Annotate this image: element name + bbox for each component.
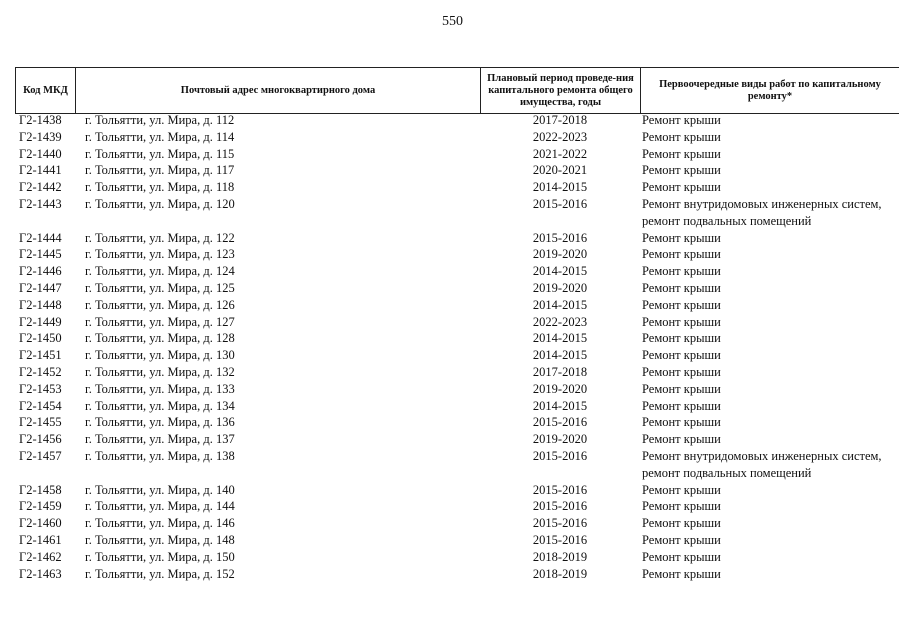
works-cell: Ремонт крыши: [642, 398, 721, 413]
code-cell: Г2-1457: [19, 448, 62, 463]
address-cell: г. Тольятти, ул. Мира, д. 133: [85, 381, 235, 396]
table-row: [15, 498, 898, 515]
address-cell: г. Тольятти, ул. Мира, д. 148: [85, 532, 235, 547]
address-cell: г. Тольятти, ул. Мира, д. 137: [85, 432, 235, 447]
table-row: [15, 532, 898, 549]
code-cell: Г2-1446: [19, 264, 62, 279]
table-row: [15, 398, 898, 415]
code-cell: Г2-1438: [19, 113, 62, 127]
header-works: Первоочередные виды работ по капитальному ремонту*: [659, 78, 881, 102]
table-row: [15, 364, 898, 381]
page-number: 550: [442, 14, 463, 29]
period-cell: 2022-2023: [532, 314, 588, 329]
period-cell: 2014-2015: [532, 331, 588, 346]
works-cell: Ремонт крыши: [642, 499, 721, 514]
period-cell: 2014-2015: [532, 180, 588, 195]
code-cell: Г2-1447: [19, 280, 62, 295]
works-cell: Ремонт крыши: [642, 113, 721, 127]
table-row: [15, 448, 898, 482]
table-row: [15, 314, 898, 331]
code-cell: Г2-1461: [19, 532, 62, 547]
header-address: Почтовый адрес многоквартирного дома: [76, 68, 481, 113]
works-cell: Ремонт внутридомовых инженерных систем, ремонт подвальных помещений: [642, 448, 882, 480]
works-cell: Ремонт крыши: [642, 364, 721, 379]
period-cell: 2015-2016: [532, 482, 588, 497]
address-cell: г. Тольятти, ул. Мира, д. 122: [85, 230, 235, 245]
period-cell: 2019-2020: [532, 280, 588, 295]
table-row: [15, 330, 898, 347]
table-row: [15, 162, 898, 179]
code-cell: Г2-1454: [19, 398, 62, 413]
period-cell: 2019-2020: [532, 247, 588, 262]
code-cell: Г2-1450: [19, 331, 62, 346]
table-row: [15, 112, 898, 129]
table-body: [15, 112, 898, 582]
address-cell: г. Тольятти, ул. Мира, д. 128: [85, 331, 235, 346]
works-cell: Ремонт крыши: [642, 280, 721, 295]
table-row: [15, 196, 898, 230]
address-cell: г. Тольятти, ул. Мира, д. 118: [85, 180, 235, 195]
code-cell: Г2-1458: [19, 482, 62, 497]
period-cell: 2021-2022: [532, 146, 588, 161]
address-cell: г. Тольятти, ул. Мира, д. 126: [85, 297, 235, 312]
works-cell: Ремонт крыши: [642, 549, 721, 564]
period-cell: 2015-2016: [532, 415, 588, 430]
code-cell: Г2-1455: [19, 415, 62, 430]
table-row: [15, 347, 898, 364]
code-cell: Г2-1445: [19, 247, 62, 262]
period-cell: 2014-2015: [532, 264, 588, 279]
code-cell: Г2-1443: [19, 196, 62, 211]
address-cell: г. Тольятти, ул. Мира, д. 150: [85, 549, 235, 564]
works-cell: Ремонт крыши: [642, 264, 721, 279]
address-cell: г. Тольятти, ул. Мира, д. 146: [85, 516, 235, 531]
table-row: [15, 146, 898, 163]
works-cell: Ремонт крыши: [642, 415, 721, 430]
period-cell: 2015-2016: [532, 516, 588, 531]
table-row: [15, 129, 898, 146]
table-row: [15, 566, 898, 583]
table-header: [15, 67, 899, 114]
address-cell: г. Тольятти, ул. Мира, д. 114: [85, 129, 235, 144]
works-cell: Ремонт крыши: [642, 230, 721, 245]
code-cell: Г2-1459: [19, 499, 62, 514]
code-cell: Г2-1453: [19, 381, 62, 396]
address-cell: г. Тольятти, ул. Мира, д. 120: [85, 196, 235, 211]
table-row: [15, 549, 898, 566]
table-row: [15, 263, 898, 280]
address-cell: г. Тольятти, ул. Мира, д. 136: [85, 415, 235, 430]
header-period: Плановый период проведе-ния капитального ремонта общего имущества, годы: [481, 68, 641, 113]
code-cell: Г2-1463: [19, 566, 62, 581]
works-cell: Ремонт крыши: [642, 163, 721, 178]
code-cell: Г2-1440: [19, 146, 62, 161]
period-cell: 2014-2015: [532, 348, 588, 363]
period-cell: 2015-2016: [532, 448, 588, 463]
table-row: [15, 230, 898, 247]
period-cell: 2019-2020: [532, 381, 588, 396]
table-row: [15, 297, 898, 314]
works-cell: Ремонт крыши: [642, 566, 721, 581]
code-cell: Г2-1460: [19, 516, 62, 531]
works-cell: Ремонт крыши: [642, 516, 721, 531]
works-cell: Ремонт крыши: [642, 532, 721, 547]
period-cell: 2015-2016: [532, 230, 588, 245]
code-cell: Г2-1451: [19, 348, 62, 363]
address-cell: г. Тольятти, ул. Мира, д. 130: [85, 348, 235, 363]
table-row: [15, 381, 898, 398]
period-cell: 2018-2019: [532, 549, 588, 564]
period-cell: 2017-2018: [532, 364, 588, 379]
period-cell: 2020-2021: [532, 163, 588, 178]
address-cell: г. Тольятти, ул. Мира, д. 134: [85, 398, 235, 413]
works-cell: Ремонт крыши: [642, 381, 721, 396]
code-cell: Г2-1441: [19, 163, 62, 178]
period-cell: 2015-2016: [532, 532, 588, 547]
code-cell: Г2-1439: [19, 129, 62, 144]
period-cell: 2015-2016: [532, 196, 588, 211]
works-cell: Ремонт крыши: [642, 432, 721, 447]
period-cell: 2019-2020: [532, 432, 588, 447]
address-cell: г. Тольятти, ул. Мира, д. 115: [85, 146, 235, 161]
table-row: [15, 414, 898, 431]
works-cell: Ремонт внутридомовых инженерных систем, ремонт подвальных помещений: [642, 196, 882, 228]
address-cell: г. Тольятти, ул. Мира, д. 123: [85, 247, 235, 262]
works-cell: Ремонт крыши: [642, 348, 721, 363]
works-cell: Ремонт крыши: [642, 180, 721, 195]
table-row: [15, 280, 898, 297]
period-cell: 2018-2019: [532, 566, 588, 581]
works-cell: Ремонт крыши: [642, 331, 721, 346]
period-cell: 2017-2018: [532, 113, 588, 127]
works-cell: Ремонт крыши: [642, 297, 721, 312]
period-cell: 2015-2016: [532, 499, 588, 514]
address-cell: г. Тольятти, ул. Мира, д. 152: [85, 566, 235, 581]
code-cell: Г2-1444: [19, 230, 62, 245]
address-cell: г. Тольятти, ул. Мира, д. 112: [85, 113, 235, 127]
period-cell: 2022-2023: [532, 129, 588, 144]
code-cell: Г2-1449: [19, 314, 62, 329]
table-row: [15, 431, 898, 448]
address-cell: г. Тольятти, ул. Мира, д. 144: [85, 499, 235, 514]
address-cell: г. Тольятти, ул. Мира, д. 125: [85, 280, 235, 295]
works-cell: Ремонт крыши: [642, 146, 721, 161]
address-cell: г. Тольятти, ул. Мира, д. 127: [85, 314, 235, 329]
period-cell: 2014-2015: [532, 398, 588, 413]
works-cell: Ремонт крыши: [642, 482, 721, 497]
address-cell: г. Тольятти, ул. Мира, д. 138: [85, 448, 235, 463]
header-code: Код МКД: [16, 68, 76, 113]
address-cell: г. Тольятти, ул. Мира, д. 132: [85, 364, 235, 379]
address-cell: г. Тольятти, ул. Мира, д. 117: [85, 163, 235, 178]
code-cell: Г2-1456: [19, 432, 62, 447]
code-cell: Г2-1442: [19, 180, 62, 195]
period-cell: 2014-2015: [532, 297, 588, 312]
address-cell: г. Тольятти, ул. Мира, д. 140: [85, 482, 235, 497]
table-row: [15, 482, 898, 499]
code-cell: Г2-1452: [19, 364, 62, 379]
works-cell: Ремонт крыши: [642, 129, 721, 144]
works-cell: Ремонт крыши: [642, 314, 721, 329]
works-cell: Ремонт крыши: [642, 247, 721, 262]
code-cell: Г2-1448: [19, 297, 62, 312]
table-row: [15, 246, 898, 263]
table-row: [15, 179, 898, 196]
address-cell: г. Тольятти, ул. Мира, д. 124: [85, 264, 235, 279]
table-row: [15, 515, 898, 532]
code-cell: Г2-1462: [19, 549, 62, 564]
